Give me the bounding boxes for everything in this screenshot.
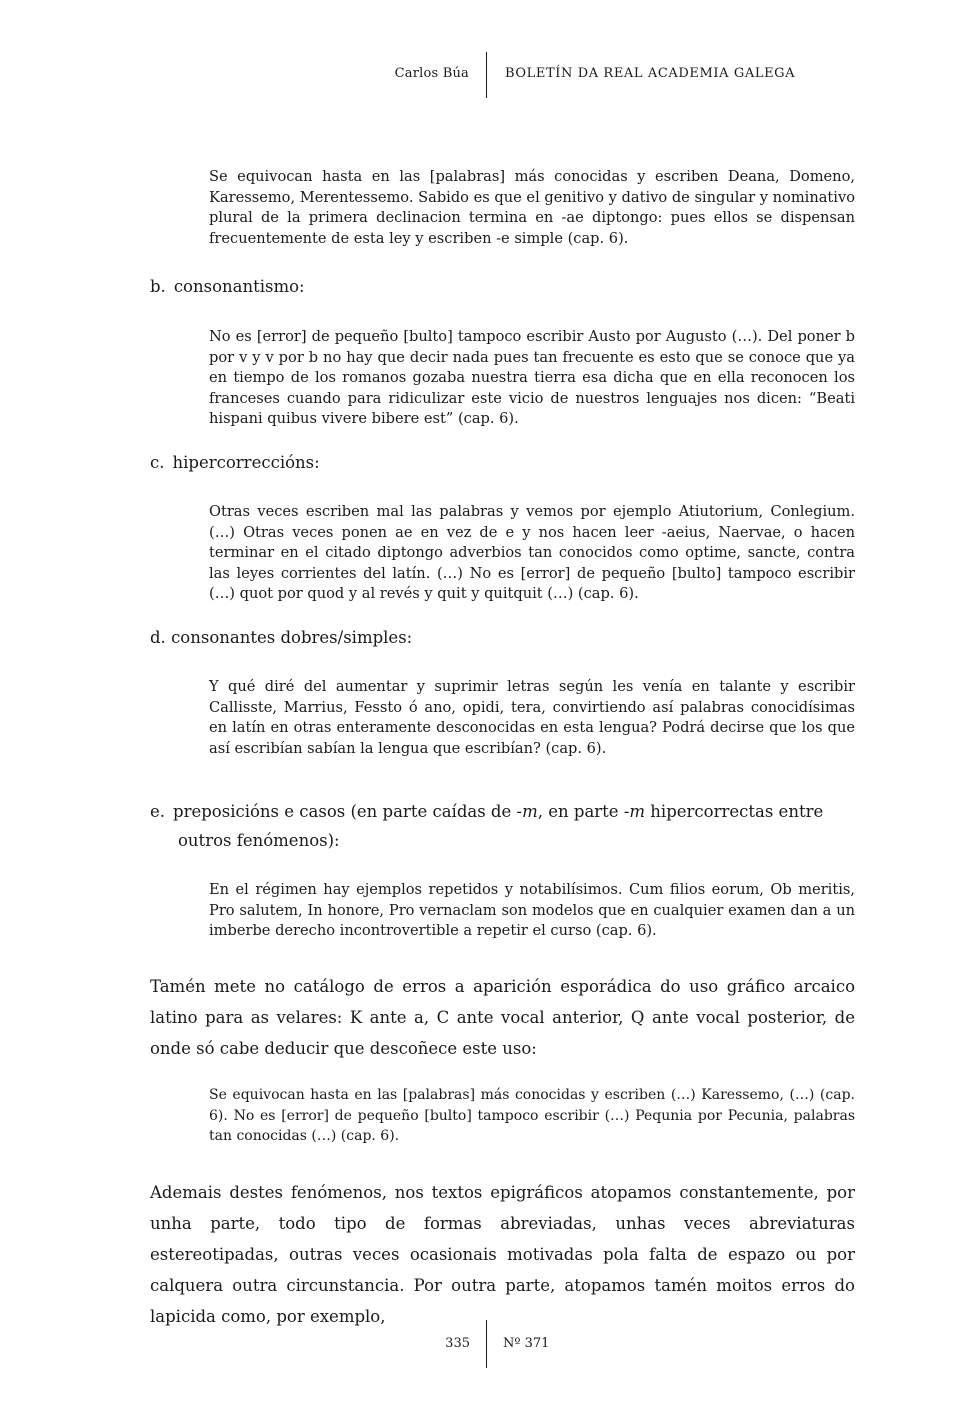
body-paragraph-1: Tamén mete no catálogo de erros a aparición esporádica do uso gráfico arcaico latino para as velares: K ante a, C ante vocal anterior, Q ante vocal posterior, de onde só cabe deducir que descoñece este uso: — [150, 977, 855, 1058]
list-item-e-m-1: -m — [516, 802, 538, 821]
list-item-e — [150, 797, 855, 855]
list-item-e-letter: e. — [150, 802, 166, 821]
list-item-c-label: hipercorreccións: — [172, 453, 320, 472]
header-author: Carlos Búa — [394, 66, 469, 81]
page-footer — [0, 1320, 975, 1368]
header-divider — [486, 52, 487, 98]
running-header — [0, 52, 975, 98]
list-item-e-m-2: -m — [623, 802, 646, 821]
block-quote-1: Se equivocan hasta en las [palabras] más conocidas y escriben Deana, Domeno, Karessemo, Merentessemo. Sabido es que el genitivo y dativo de singular y nominativo plural de la primera declinacion termina en -ae diptongo: pues ellos se dispensan frecuentemente de esta ley y escriben -e simple (cap. 6). — [209, 168, 855, 247]
list-item-b-letter: b. — [150, 277, 166, 296]
block-quote-6: Se equivocan hasta en las [palabras] más conocidas y escriben (…) Karessemo, (…) (cap. 6). No es [error] de pequeño [bulto] tampoco escribir (…) Pequnia por Pecunia, palabras tan conocidas (…) (cap. 6). — [209, 1087, 855, 1144]
list-item-e-text-4: outros fenómenos): — [178, 831, 340, 850]
list-item-e-text-3: hipercorrectas entre — [650, 802, 824, 821]
block-quote-3: Otras veces escriben mal las palabras y vemos por ejemplo Atiutorium, Conlegium. (…) Otras veces ponen ae en vez de e y nos hacen leer -aeius, Naervae, o hacen terminar en el citado diptongo adverbios tan conocidos como optime, sancte, contra las leyes corrientes del latín. (…) No es [error] de pequeño [bulto] tampoco escribir (…) quot por quod y al revés y quit y quitquit (…) (cap. 6). — [209, 503, 855, 602]
footer-divider — [486, 1320, 487, 1368]
list-item-e-text-1: preposicións e casos (en parte caídas de — [173, 802, 512, 821]
block-quote-4: Y qué diré del aumentar y suprimir letras según les venía en talante y escribir Callisste, Marrius, Fessto ó ano, opidi, tera, convirtiendo así palabras conocidísimas en latín en otras enteramente desconocidas en esta lengua? Podrá decirse que los que así escribían sabían la lengua que escribían? (cap. 6). — [209, 678, 855, 757]
list-item-b — [150, 276, 305, 298]
header-journal-title: BOLETÍN DA REAL ACADEMIA GALEGA — [505, 66, 796, 81]
list-item-d-label: consonantes dobres/simples: — [171, 628, 413, 647]
block-quote-5: En el régimen hay ejemplos repetidos y notabilísimos. Cum filios eorum, Ob meritis, Pro salutem, In honore, Pro vernaclam son modelos que en cualquier examen dan a un imberbe derecho incontrovertible a repetir el curso (cap. 6). — [209, 881, 855, 939]
list-item-e-text-2: , en parte — [537, 802, 619, 821]
list-item-d — [150, 627, 412, 649]
issue-number: Nº 371 — [503, 1336, 550, 1351]
list-item-d-letter: d. — [150, 628, 166, 647]
list-item-b-label: consonantismo: — [173, 277, 305, 296]
body-paragraph-2: Ademais destes fenómenos, nos textos epigráficos atopamos constantemente, por unha parte, todo tipo de formas abreviadas, unhas veces abreviaturas estereotipadas, outras veces ocasionais motivadas pola falta de espazo ou por calquera outra circunstancia. Por outra parte, atopamos tamén moitos erros do lapicida como, por exemplo, — [150, 1183, 855, 1326]
page-number: 335 — [445, 1336, 470, 1351]
block-quote-2: No es [error] de pequeño [bulto] tampoco escribir Austo por Augusto (…). Del poner b por v y v por b no hay que decir nada pues tan frecuente es esto que se conoce que ya en tiempo de los romanos gozaba nuestra tierra esa dicha que en ella reconocen los franceses cuando para ridiculizar este vicio de nuestros lenguajes nos dicen: “Beati hispani quibus vivere bibere est” (cap. 6). — [209, 328, 855, 427]
list-item-c — [150, 452, 320, 474]
list-item-c-letter: c. — [150, 453, 165, 472]
